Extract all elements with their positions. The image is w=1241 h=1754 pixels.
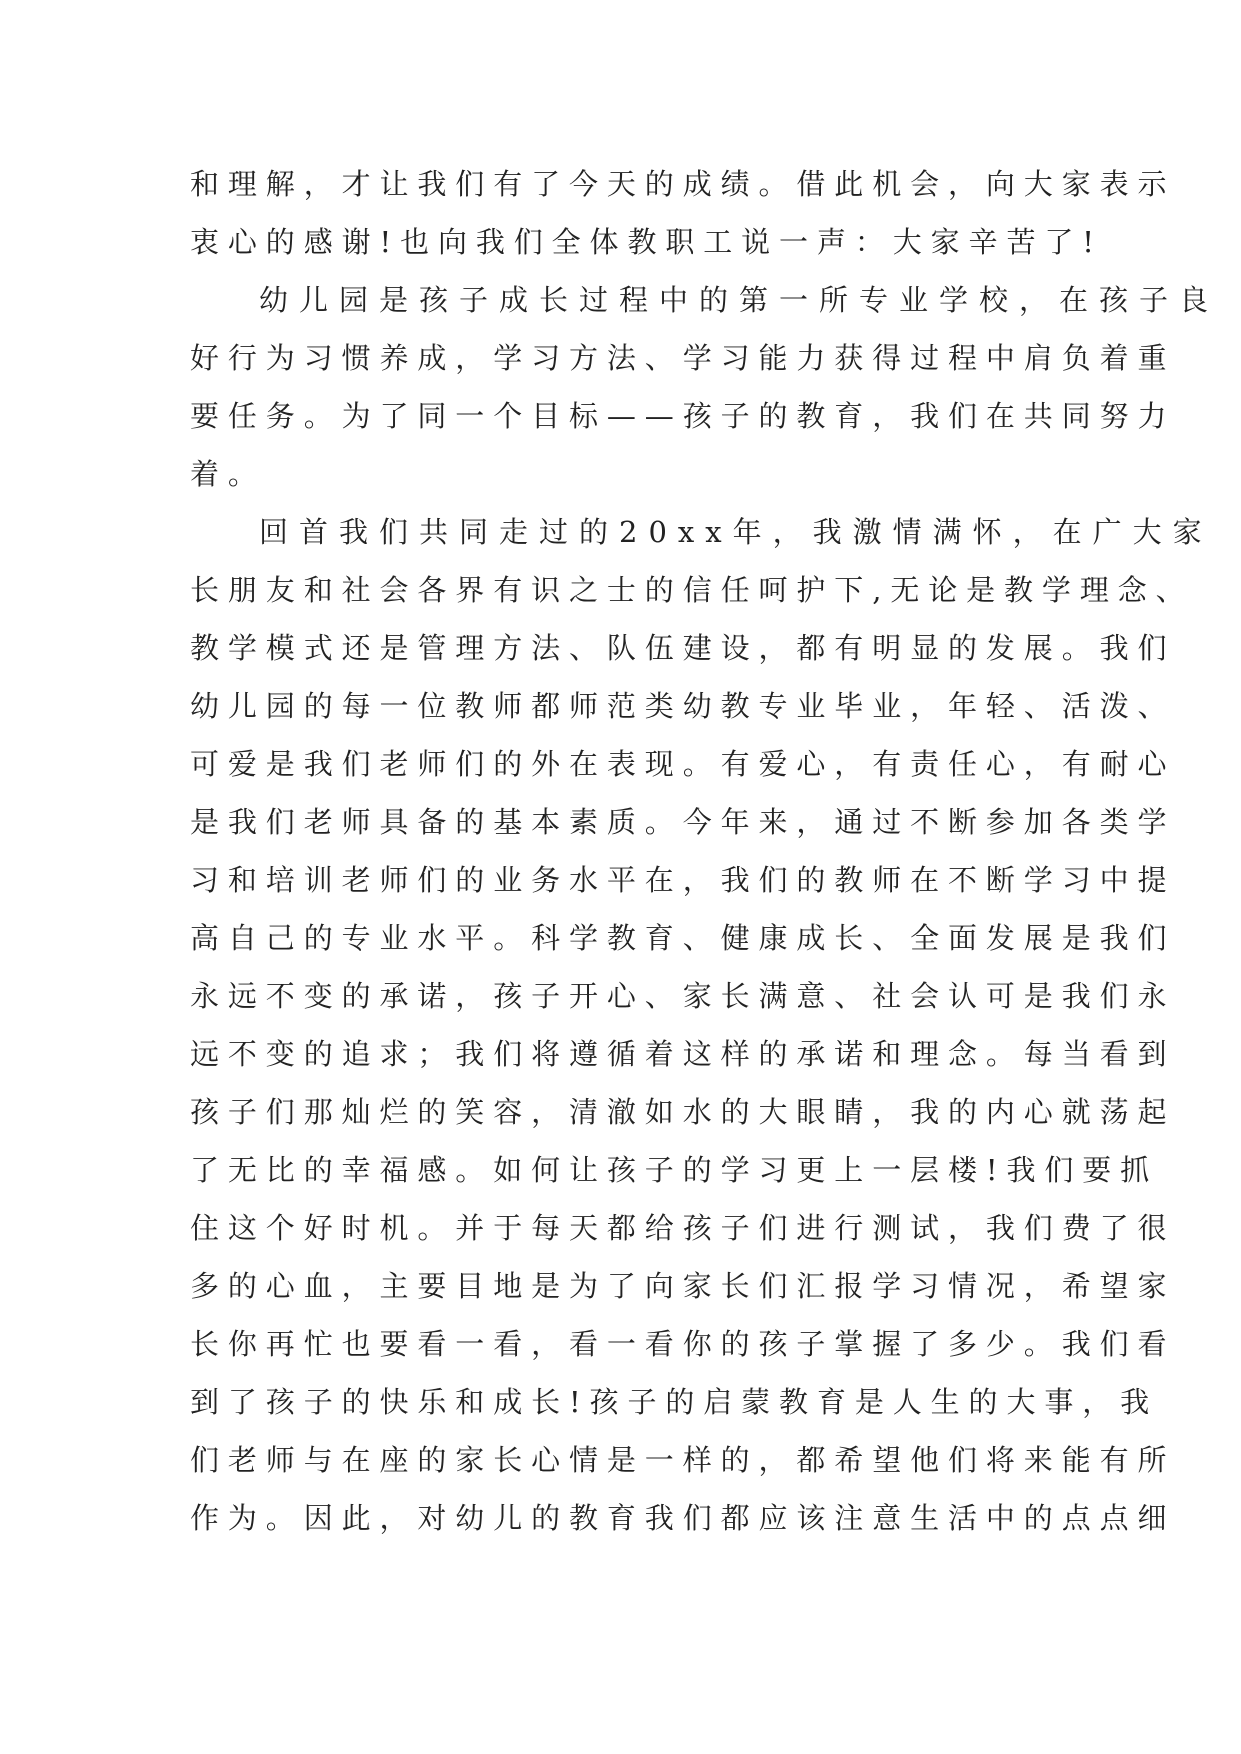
text-line: 和理解，才让我们有了今天的成绩。借此机会，向大家表示 (190, 167, 1176, 201)
text-line: 了无比的幸福感。如何让孩子的学习更上一层楼!我们要抓 (190, 1153, 1159, 1187)
text-line: 着。 (190, 457, 266, 491)
text-line: 长你再忙也要看一看，看一看你的孩子掌握了多少。我们看 (190, 1327, 1176, 1361)
text-line: 好行为习惯养成，学习方法、学习能力获得过程中肩负着重 (190, 341, 1176, 375)
text-line: 衷心的感谢!也向我们全体教职工说一声：大家辛苦了! (190, 225, 1103, 259)
text-line: 习和培训老师们的业务水平在，我们的教师在不断学习中提 (190, 863, 1176, 897)
text-line: 永远不变的承诺，孩子开心、家长满意、社会认可是我们永 (190, 979, 1176, 1013)
paragraph-first-line: 幼儿园是孩子成长过程中的第一所专业学校，在孩子良 (259, 283, 1220, 317)
text-line: 高自己的专业水平。科学教育、健康成长、全面发展是我们 (190, 921, 1176, 955)
text-line: 作为。因此，对幼儿的教育我们都应该注意生活中的点点细 (190, 1501, 1176, 1535)
text-line: 们老师与在座的家长心情是一样的，都希望他们将来能有所 (190, 1443, 1176, 1477)
text-line: 教学模式还是管理方法、队伍建设，都有明显的发展。我们 (190, 631, 1176, 665)
text-line: 可爱是我们老师们的外在表现。有爱心，有责任心，有耐心 (190, 747, 1176, 781)
text-line: 幼儿园的每一位教师都师范类幼教专业毕业，年轻、活泼、 (190, 689, 1176, 723)
text-line: 住这个好时机。并于每天都给孩子们进行测试，我们费了很 (190, 1211, 1176, 1245)
text-line: 长朋友和社会各界有识之士的信任呵护下,无论是教学理念、 (190, 573, 1194, 607)
text-line: 远不变的追求；我们将遵循着这样的承诺和理念。每当看到 (190, 1037, 1176, 1071)
text-line: 要任务。为了同一个目标——孩子的教育，我们在共同努力 (190, 399, 1176, 433)
text-line: 多的心血，主要目地是为了向家长们汇报学习情况，希望家 (190, 1269, 1176, 1303)
paragraph-first-line: 回首我们共同走过的20xx年，我激情满怀，在广大家 (259, 515, 1213, 549)
text-line: 到了孩子的快乐和成长!孩子的启蒙教育是人生的大事，我 (190, 1385, 1159, 1419)
text-line: 孩子们那灿烂的笑容，清澈如水的大眼睛，我的内心就荡起 (190, 1095, 1176, 1129)
text-line: 是我们老师具备的基本素质。今年来，通过不断参加各类学 (190, 805, 1176, 839)
